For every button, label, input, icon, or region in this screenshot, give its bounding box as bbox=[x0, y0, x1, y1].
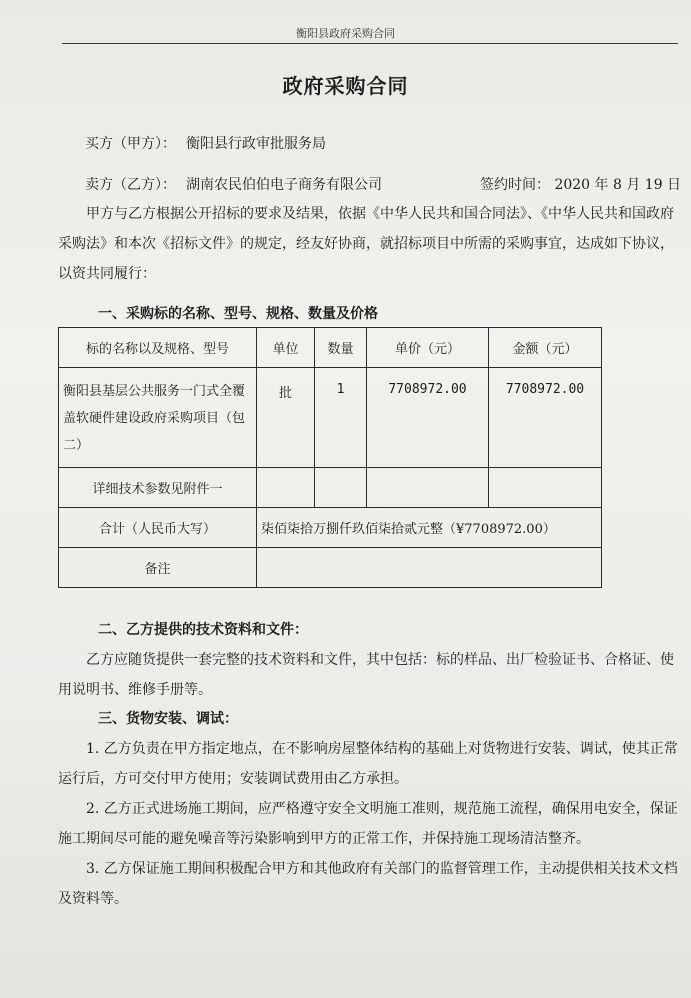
item-name: 衡阳县基层公共服务一门式全覆盖软硬件建设政府采购项目（包二） bbox=[59, 368, 257, 468]
running-header: 衡阳县政府采购合同 bbox=[296, 27, 395, 40]
detail-row bbox=[59, 468, 602, 508]
item-unit-price: 7708972.00 bbox=[367, 368, 489, 468]
section2-heading: 二、乙方提供的技术资料和文件： bbox=[98, 622, 308, 638]
col-header-qty: 数量 bbox=[315, 328, 367, 368]
col-header-unit: 单位 bbox=[257, 328, 315, 368]
buyer-line bbox=[85, 133, 326, 153]
section2-text: 乙方应随货提供一套完整的技术资料和文件，其中包括：标的样品、出厂检验证书、合格证、使用说明书、维修手册等。 bbox=[58, 652, 674, 698]
item-unit: 批 bbox=[257, 368, 315, 468]
col-header-amount: 金额（元） bbox=[489, 328, 602, 368]
section1-heading: 一、采购标的名称、型号、规格、数量及价格 bbox=[98, 306, 378, 322]
table-row bbox=[59, 368, 602, 468]
buyer-name: 衡阳县行政审批服务局 bbox=[186, 136, 326, 152]
total-row bbox=[59, 508, 602, 548]
remark-value bbox=[257, 548, 602, 588]
seller-label: 卖方（乙方）： bbox=[85, 177, 176, 193]
section3-heading: 三、货物安装、调试： bbox=[98, 711, 238, 727]
item-qty: 1 bbox=[315, 368, 367, 468]
total-label: 合计（人民币大写） bbox=[59, 508, 257, 548]
table-header-row bbox=[59, 328, 602, 368]
document-title: 政府采购合同 bbox=[282, 74, 409, 98]
intro-paragraph: 甲方与乙方根据公开招标的要求及结果，依据《中华人民共和国合同法》、《中华人民共和国政府采购法》和本次《招标文件》的规定，经友好协商，就招标项目中所需的采购事宜，达成如下协议，以资共同履行： bbox=[58, 206, 674, 282]
section3-item-2: 2. 乙方正式进场施工期间，应严格遵守安全文明施工准则，规范施工流程，确保用电安全，保证施工期间尽可能的避免噪音等污染影响到甲方的正常工作，并保持施工现场清洁整齐。 bbox=[58, 801, 678, 847]
detail-note: 详细技术参数见附件一 bbox=[59, 468, 257, 508]
procurement-table bbox=[58, 327, 602, 588]
col-header-unit-price: 单价（元） bbox=[367, 328, 489, 368]
remark-row bbox=[59, 548, 602, 588]
seller-name: 湖南农民伯伯电子商务有限公司 bbox=[186, 177, 382, 193]
header-rule bbox=[62, 43, 678, 44]
sign-date: 签约时间： 2020 年 8 月 19 日 bbox=[480, 177, 682, 193]
remark-label: 备注 bbox=[59, 548, 257, 588]
total-value: 柒佰柒拾万捌仟玖佰柒拾贰元整（¥7708972.00） bbox=[257, 508, 602, 548]
seller-line bbox=[85, 174, 382, 194]
section3-item-1: 1. 乙方负责在甲方指定地点，在不影响房屋整体结构的基础上对货物进行安装、调试，使其正常运行后，方可交付甲方使用；安装调试费用由乙方承担。 bbox=[58, 741, 678, 787]
col-header-name: 标的名称以及规格、型号 bbox=[59, 328, 257, 368]
buyer-label: 买方（甲方）： bbox=[85, 136, 176, 152]
item-amount: 7708972.00 bbox=[489, 368, 602, 468]
section3-item-3: 3. 乙方保证施工期间积极配合甲方和其他政府有关部门的监督管理工作，主动提供相关技术文档及资料等。 bbox=[58, 861, 678, 907]
